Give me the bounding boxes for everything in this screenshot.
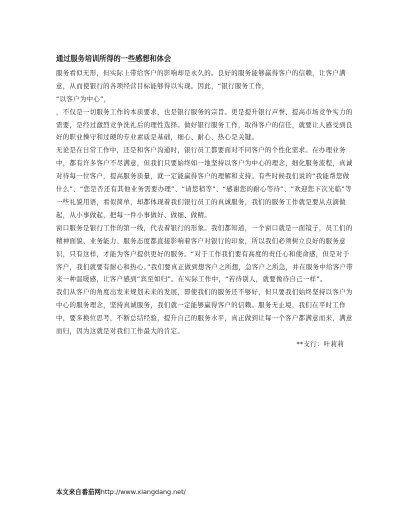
paragraph-2: “以客户为中心”， bbox=[56, 94, 111, 103]
document-title: 通过服务培训所得的一些感想和体会 bbox=[56, 54, 172, 63]
footer-label: 本文来自 bbox=[56, 488, 82, 496]
paragraph-4: 无论是在日常工作中，还是和客户沟通时，银行员工都要面对不同客户的个性化需求。在办理业务中，都有许多客户不尽满意，但我们只要始终如一地坚持以客户为中心的理念，细化服务流程，真诚对待每一位客户，提高服务质量，就一定能赢得客户的理解和支持。有些时候我们说的“我能帮您做什么”、“您是否还有其他业务需要办理”、“请您稍等”、“感谢您的耐心等待”、“欢迎您下次光临”等一些礼貌用语，看似简单，却都体现着我们银行员工的真诚服务，我们的服务工作就是要从点滴做起，从小事做起，把每一件小事做好、做细、做精。 bbox=[56, 146, 353, 219]
paragraph-6: 我们从客户的角度出发来规划未来的发展，即使我们的服务还不够好，但只要我们始终坚持以客户为中心的服务理念，坚持真诚服务，我们就一定能够赢得客户的信赖。服务无止境，我们在平时工作中，要多换位思考，不断总结经验，提升自己的服务水平，真正做到让每一个客户都满意而来，满意而归，因为这就是对我们工作最大的肯定。 bbox=[56, 288, 353, 336]
footer-site-name: 番茄网 bbox=[81, 488, 101, 496]
paragraph-3: ，不仅是一切服务工作的本质要求，也是银行服务的宗旨。更是提升银行声誉、提高市场竞争实力的需要，是经过激烈竞争洗礼后的理性选择。做好银行服务工作，取得客户的信任，就要让人感受到良好的职业操守和过硬的专业素质是基础，细心、耐心、热心是关键。 bbox=[56, 107, 353, 142]
document-body bbox=[56, 53, 356, 351]
paragraph-5: 窗口服务是银行工作的第一线，代表着银行的形象。我们都知道，一个窗口就是一面镜子，员工们的精神面貌、业务能力、服务态度都直接影响着客户对银行的印象，所以我们必须树立良好的服务意识，只有这样，才能为客户提供更好的服务。“对于工作我们要有高度的责任心和使命感，但是对于客户，我们就要有耐心和热心。”我们要真正做到想客户之所想，急客户之所急，并在服务中给客户带来一种温暖感，让客户感到“宾至如归”。在实际工作中，“若待别人，就要像待自己一样”。 bbox=[56, 223, 354, 284]
paragraph-1: 服务看似无形，但实际上带给客户的影响却是永久的。良好的服务能够赢得客户的信赖，让客户满意，从而使银行的各项经营目标能够得以实现。因此，“银行服务工作， bbox=[56, 68, 346, 90]
signature: **支行：叶莉莉 bbox=[296, 339, 344, 348]
footer bbox=[56, 487, 356, 496]
footer-url-link[interactable]: http://www.xiangdang.net/ bbox=[100, 488, 186, 496]
